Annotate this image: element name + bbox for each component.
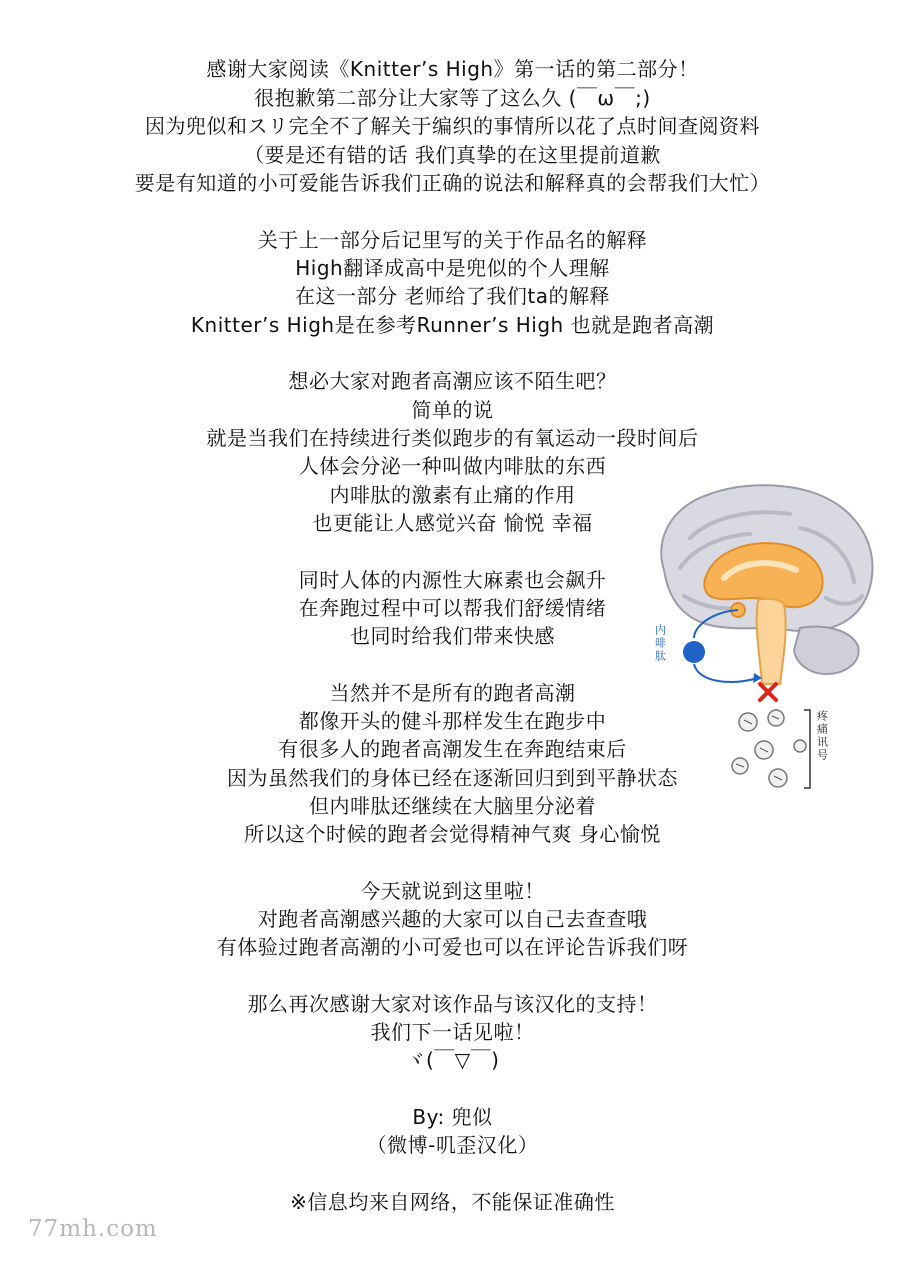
- text-line: 就是当我们在持续进行类似跑步的有氧运动一段时间后: [206, 426, 699, 450]
- text-line: 因为兜似和スリ完全不了解关于编织的事情所以花了点时间查阅资料: [145, 114, 760, 138]
- text-line: 也同时给我们带来快感: [350, 624, 555, 648]
- endorphin-label: 内啡肽: [653, 624, 667, 663]
- site-watermark: 77mh.com: [28, 1216, 158, 1242]
- pain-signal-label: 疼痛讯号: [815, 710, 829, 762]
- text-line: 在这一部分 老师给了我们ta的解释: [295, 284, 610, 308]
- credit-line: （微博-叽歪汉化）: [366, 1133, 539, 1157]
- text-line: （要是还有错的话 我们真挚的在这里提前道歉: [244, 143, 661, 167]
- text-line: 在奔跑过程中可以帮我们舒缓情绪: [298, 596, 607, 620]
- text-line: 很抱歉第二部分让大家等了这么久 (￣ω￣;): [254, 86, 651, 110]
- text-line: 想必大家对跑者高潮应该不陌生吧？: [288, 369, 617, 393]
- text-line: 感谢大家阅读《Knitter’s High》第一话的第二部分！: [206, 57, 699, 81]
- text-line: 今天就说到这里啦！: [360, 879, 545, 903]
- text-line: 所以这个时候的跑者会觉得精神气爽 身心愉悦: [244, 822, 661, 846]
- brain-diagram: [650, 478, 890, 808]
- brain-illustration: [650, 478, 890, 808]
- text-line: 当然并不是所有的跑者高潮: [329, 681, 576, 705]
- text-line: 同时人体的内源性大麻素也会飙升: [298, 568, 607, 592]
- text-line: 人体会分泌一种叫做内啡肽的东西: [298, 454, 607, 478]
- text-line: 我们下一话见啦！: [370, 1020, 535, 1044]
- text-line: 有体验过跑者高潮的小可爱也可以在评论告诉我们呀: [216, 935, 689, 959]
- text-line: 但内啡肽还继续在大脑里分泌着: [309, 794, 596, 818]
- cerebellum-shape: [794, 627, 859, 674]
- text-line: 有很多人的跑者高潮发生在奔跑结束后: [278, 737, 627, 761]
- text-line: 内啡肽的激素有止痛的作用: [329, 483, 576, 507]
- text-line: 简单的说: [411, 398, 494, 422]
- pain-signal-particles: [732, 710, 806, 787]
- text-line: 对跑者高潮感兴趣的大家可以自己去查查哦: [257, 907, 648, 931]
- credit-line: By: 兜似: [412, 1105, 493, 1129]
- kaomoji-line: ヾ(￣▽￣): [405, 1048, 500, 1072]
- text-line: Knitter’s High是在参考Runner’s High 也就是跑者高潮: [190, 313, 715, 337]
- block-x-icon: [760, 684, 776, 700]
- disclaimer-line: ※信息均来自网络，不能保证准确性: [290, 1190, 615, 1214]
- text-line: 因为虽然我们的身体已经在逐渐回归到到平静状态: [227, 766, 678, 790]
- text-line: High翻译成高中是兜似的个人理解: [295, 256, 610, 280]
- text-line: 也更能让人感觉兴奋 愉悦 幸福: [312, 511, 593, 535]
- text-line: 都像开头的健斗那样发生在跑步中: [298, 709, 607, 733]
- brainstem-shape: [757, 599, 786, 684]
- text-line: 要是有知道的小可爱能告诉我们正确的说法和解释真的会帮我们大忙）: [134, 171, 771, 195]
- text-line: 那么再次感谢大家对该作品与该汉化的支持！: [247, 992, 658, 1016]
- endorphin-dot: [683, 641, 705, 663]
- text-line: 关于上一部分后记里写的关于作品名的解释: [257, 228, 648, 252]
